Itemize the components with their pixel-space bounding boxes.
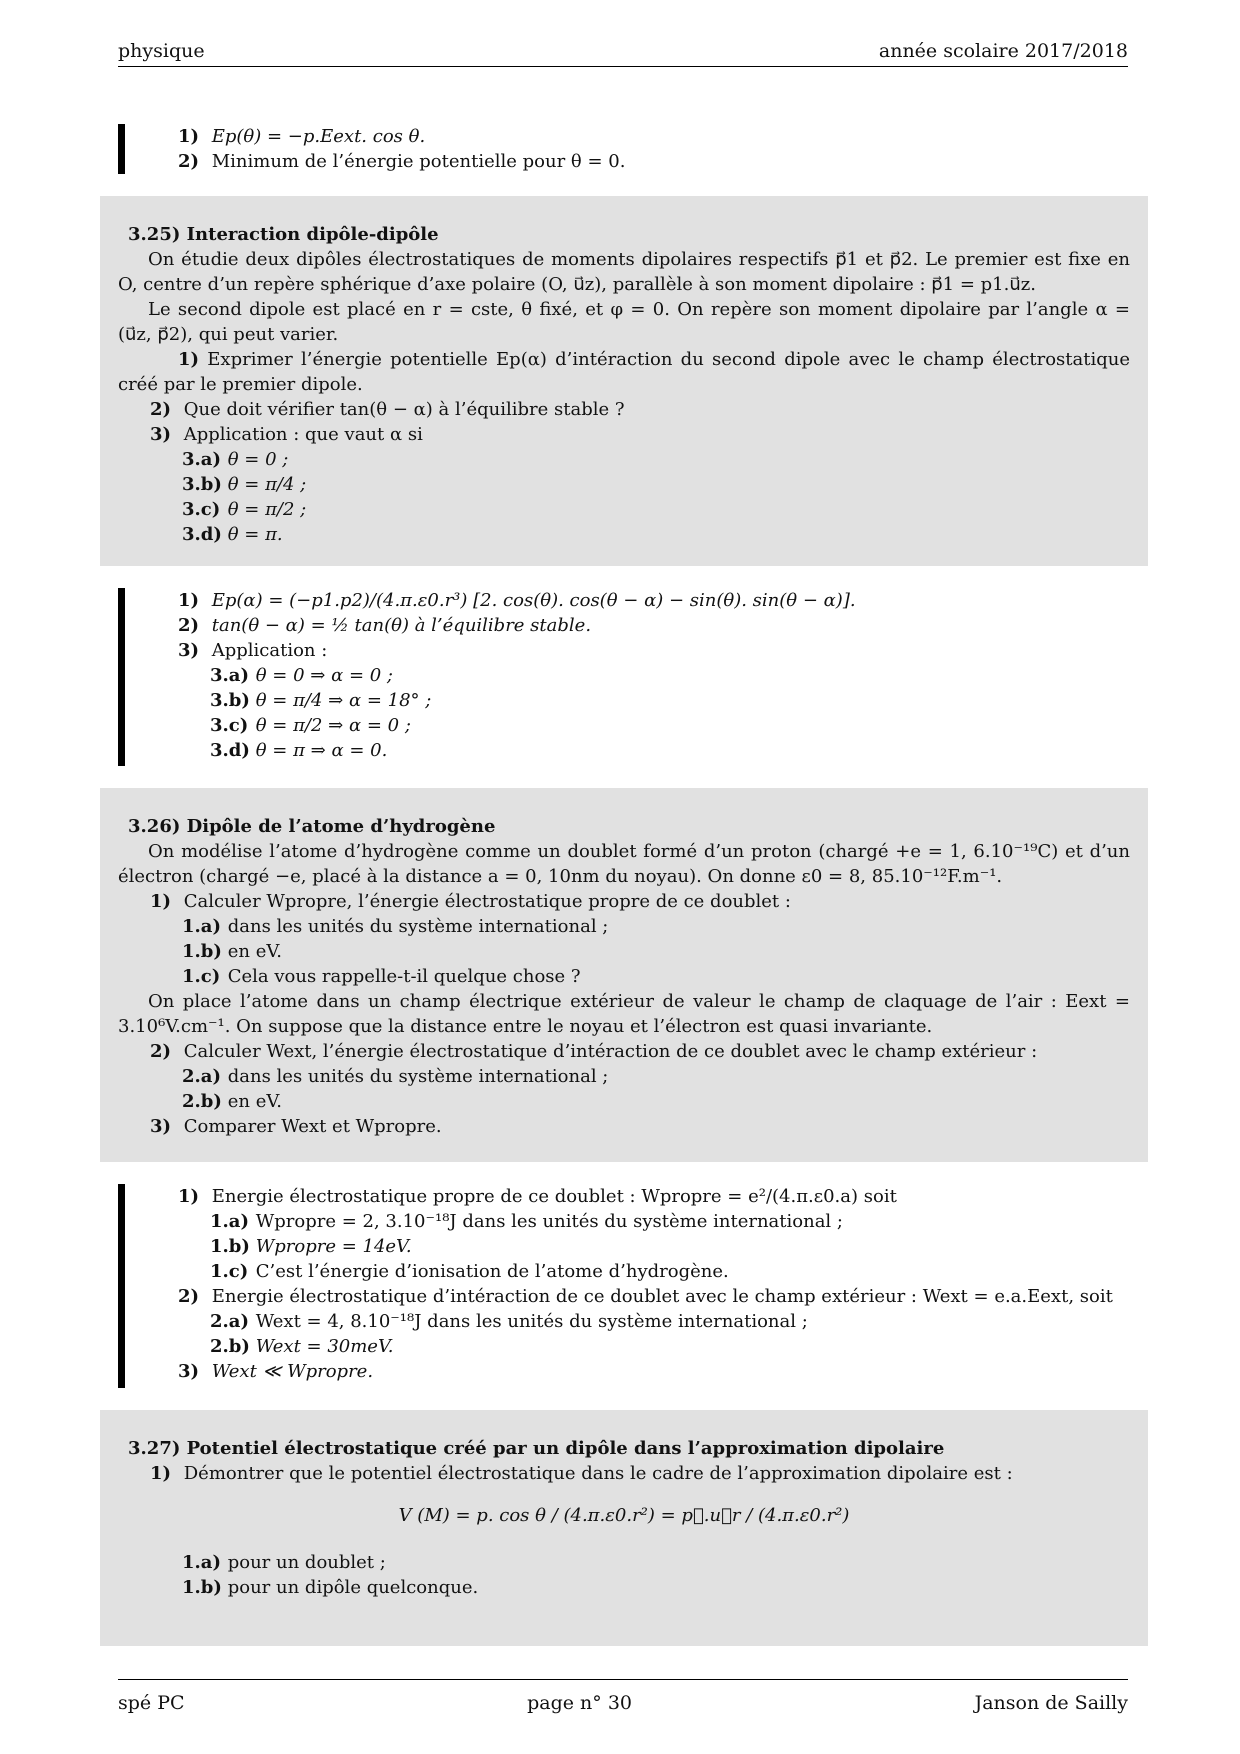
exercise-3-25 — [100, 196, 1148, 566]
sub-question: 1.b) en eV. — [182, 941, 282, 962]
page-header — [118, 40, 1128, 62]
header-rule — [118, 66, 1128, 67]
question: 1) Exprimer l’énergie potentielle Ep(α) d’intéraction du second dipole avec le champ électrostatique créé par le premier dipole. — [118, 349, 1130, 395]
exercise-title: 3.26) Dipôle de l’atome d’hydrogène — [128, 816, 496, 837]
answer-line: 2) tan(θ − α) = ½ tan(θ) à l’équilibre stable. — [178, 615, 592, 636]
answer-sub-line: 1.c) C’est l’énergie d’ionisation de l’atome d’hydrogène. — [210, 1261, 729, 1282]
answer-line: 1) Energie électrostatique propre de ce doublet : Wpropre = e²/(4.π.ε0.a) soit — [178, 1186, 897, 1207]
exercise-title: 3.27) Potentiel électrostatique créé par un dipôle dans l’approximation dipolaire — [128, 1438, 945, 1459]
answer-sub-line: 3.d) θ = π ⇒ α = 0. — [210, 740, 388, 761]
answer-sub-line: 2.a) Wext = 4, 8.10⁻¹⁸J dans les unités du système international ; — [210, 1311, 808, 1332]
sub-question: 3.d) θ = π. — [182, 524, 283, 545]
answer-line: 3) Application : — [178, 640, 328, 661]
answer-line: 2) Minimum de l’énergie potentielle pour θ = 0. — [178, 151, 626, 172]
footer-class: spé PC — [118, 1692, 185, 1714]
page-footer — [118, 1692, 1128, 1714]
answer-line: 1) Ep(θ) = −p.Eext. cos θ. — [178, 126, 426, 147]
question: 2) Calculer Wext, l’énergie électrostatique d’intéraction de ce doublet avec le champ extérieur : — [150, 1041, 1038, 1062]
exercise-paragraph: On étudie deux dipôles électrostatiques de moments dipolaires respectifs p⃗1 et p⃗2. Le premier est fixe en O, centre d’un repère sphérique d’axe polaire (O, u⃗z), parallèle à son moment dipolaire : p⃗1 = p1.u⃗z. — [118, 249, 1130, 295]
display-formula: V (M) = p. cos θ / (4.π.ε0.r²) = p⃗.u⃗r / (4.π.ε0.r²) — [398, 1505, 850, 1526]
answer-sub-line: 2.b) Wext = 30meV. — [210, 1336, 394, 1357]
exercise-paragraph: On place l’atome dans un champ électrique extérieur de valeur le champ de claquage de l’air : Eext = 3.10⁶V.cm⁻¹. On suppose que la distance entre le noyau et l’électron est quasi invariante. — [118, 991, 1130, 1037]
header-subject: physique — [118, 40, 205, 62]
sub-question: 1.c) Cela vous rappelle-t-il quelque chose ? — [182, 966, 581, 987]
sub-question: 2.b) en eV. — [182, 1091, 282, 1112]
sub-question: 2.a) dans les unités du système international ; — [182, 1066, 609, 1087]
sub-question: 1.b) pour un dipôle quelconque. — [182, 1577, 479, 1598]
sub-question: 1.a) pour un doublet ; — [182, 1552, 386, 1573]
footer-rule — [118, 1679, 1128, 1680]
question: 3) Comparer Wext et Wpropre. — [150, 1116, 442, 1137]
answer-block-326 — [118, 1184, 1128, 1388]
answer-sub-line: 3.a) θ = 0 ⇒ α = 0 ; — [210, 665, 393, 686]
question: 1) Démontrer que le potentiel électrostatique dans le cadre de l’approximation dipolaire est : — [150, 1463, 1013, 1484]
exercise-paragraph: Le second dipole est placé en r = cste, θ fixé, et φ = 0. On repère son moment dipolaire par l’angle α = (u⃗z, p⃗2), qui peut varier. — [118, 299, 1131, 345]
answer-sub-line: 1.b) Wpropre = 14eV. — [210, 1236, 412, 1257]
answer-sub-line: 3.c) θ = π/2 ⇒ α = 0 ; — [210, 715, 411, 736]
sub-question: 3.b) θ = π/4 ; — [182, 474, 307, 495]
answer-line: 3) Wext ≪ Wpropre. — [178, 1361, 374, 1382]
question: 3) Application : que vaut α si — [150, 424, 423, 445]
exercise-paragraph: On modélise l’atome d’hydrogène comme un doublet formé d’un proton (chargé +e = 1, 6.10⁻¹⁹C) et d’un électron (chargé −e, placé à la distance a = 0, 10nm du noyau). On donne ε0 = 8, 85.10⁻¹²F.m⁻¹. — [118, 841, 1130, 887]
footer-page-number: page n° 30 — [527, 1692, 632, 1714]
exercise-3-27 — [100, 1410, 1148, 1646]
answer-line: 2) Energie électrostatique d’intéraction de ce doublet avec le champ extérieur : Wext = e.a.Eext, soit — [178, 1286, 1113, 1307]
question: 2) Que doit vérifier tan(θ − α) à l’équilibre stable ? — [150, 399, 625, 420]
footer-school: Janson de Sailly — [974, 1692, 1128, 1714]
answer-line: 1) Ep(α) = (−p1.p2)/(4.π.ε0.r³) [2. cos(θ). cos(θ − α) − sin(θ). sin(θ − α)]. — [178, 590, 856, 611]
sub-question: 3.a) θ = 0 ; — [182, 449, 289, 470]
answer-block-325 — [118, 588, 1128, 766]
answer-block-324 — [118, 124, 1128, 174]
answer-bar — [118, 588, 125, 766]
exercise-3-26 — [100, 788, 1148, 1162]
question: 1) Calculer Wpropre, l’énergie électrostatique propre de ce doublet : — [150, 891, 791, 912]
answer-bar — [118, 124, 125, 174]
sub-question: 1.a) dans les unités du système international ; — [182, 916, 609, 937]
answer-sub-line: 3.b) θ = π/4 ⇒ α = 18° ; — [210, 690, 432, 711]
answer-bar — [118, 1184, 125, 1388]
exercise-title: 3.25) Interaction dipôle-dipôle — [128, 224, 439, 245]
sub-question: 3.c) θ = π/2 ; — [182, 499, 307, 520]
header-year: année scolaire 2017/2018 — [878, 40, 1128, 62]
answer-sub-line: 1.a) Wpropre = 2, 3.10⁻¹⁸J dans les unités du système international ; — [210, 1211, 843, 1232]
